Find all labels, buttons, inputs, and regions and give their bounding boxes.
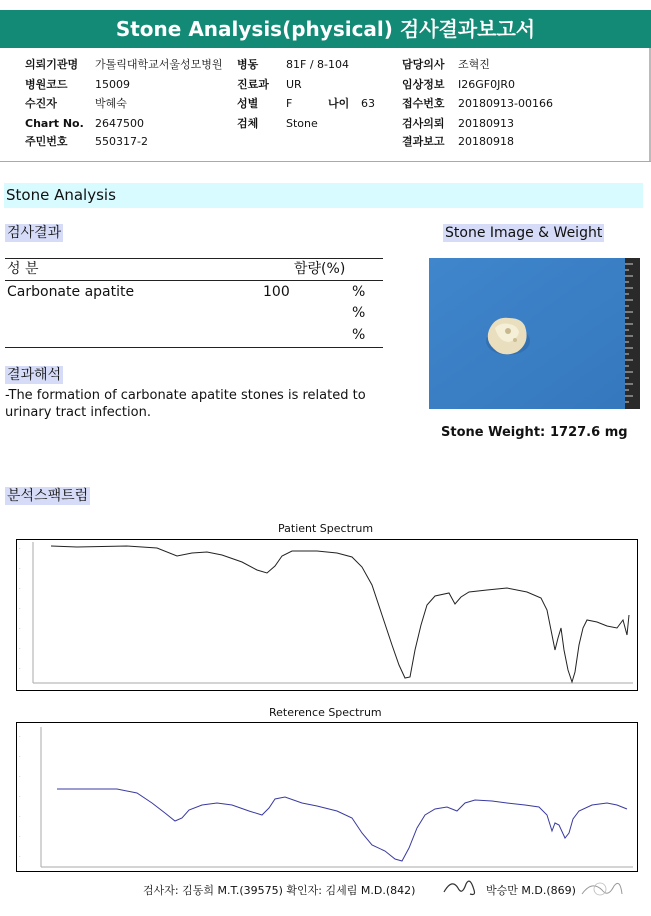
clinical-label: 임상정보	[402, 78, 445, 91]
doctor-label: 담당의사	[402, 58, 445, 71]
hospcode-label: 병원코드	[25, 78, 68, 91]
table-top-rule	[5, 258, 383, 259]
result-unit: %	[352, 305, 366, 321]
signature-1	[440, 874, 480, 902]
interpretation-text-line1: -The formation of carbonate apatite stones is related to	[5, 388, 366, 403]
accession-label: 접수번호	[402, 97, 445, 110]
request-date-value: 20180913	[458, 117, 514, 130]
table-bottom-rule	[5, 347, 383, 348]
stone-weight-label: Stone Weight:	[441, 425, 546, 440]
chart-no-value: 2647500	[95, 117, 144, 130]
svg-text:-: -	[19, 774, 21, 779]
id-number-value: 550317-2	[95, 135, 148, 148]
result-component: Carbonate apatite	[7, 284, 135, 300]
table-header-rule	[5, 280, 383, 281]
stone-photo	[429, 258, 640, 409]
patient-spectrum-line	[51, 546, 629, 682]
result-unit: %	[352, 284, 366, 300]
patient-spectrum-plot	[16, 539, 638, 691]
reference-spectrum-title: Reterence Spectrum	[269, 706, 382, 719]
svg-text:-: -	[19, 646, 21, 651]
requester-label: 의뢰기관명	[25, 58, 79, 71]
reference-spectrum-line	[57, 789, 627, 861]
report-date-value: 20180918	[458, 135, 514, 148]
signoff-text: 검사자: 김동희 M.T.(39575) 확인자: 김세림 M.D.(842)	[143, 884, 416, 897]
section-title-result: 검사결과	[7, 225, 62, 241]
clinical-value: I26GF0JR0	[458, 78, 515, 91]
hospcode-value: 15009	[95, 78, 130, 91]
ward-value: 81F / 8-104	[286, 58, 349, 71]
sex-value: F	[286, 97, 293, 110]
svg-text:-: -	[19, 546, 21, 551]
svg-text:-: -	[19, 586, 21, 591]
report-title: Stone Analysis(physical) 검사결과보고서	[0, 10, 651, 48]
reference-spectrum-plot	[16, 722, 638, 872]
sex-label: 성별	[237, 97, 259, 110]
patient-spectrum-title: Patient Spectrum	[278, 522, 374, 535]
svg-text:-: -	[19, 606, 21, 611]
section-title-stone-image: Stone Image & Weight	[445, 225, 603, 241]
dept-value: UR	[286, 78, 302, 91]
divider	[0, 161, 651, 162]
svg-text:-: -	[19, 754, 21, 759]
column-header-component: 성 분	[7, 261, 39, 277]
svg-text:-: -	[19, 834, 21, 839]
svg-text:-: -	[19, 566, 21, 571]
ward-label: 병동	[237, 58, 259, 71]
specimen-value: Stone	[286, 117, 318, 130]
chart-no-label: Chart No.	[25, 117, 84, 130]
signoff-text-2: 박승만 M.D.(869)	[486, 884, 576, 897]
interpretation-text-line2: urinary tract infection.	[5, 405, 151, 420]
svg-text:-: -	[19, 666, 21, 671]
age-value: 63	[361, 97, 375, 110]
request-date-label: 검사의뢰	[402, 117, 445, 130]
age-label: 나이	[328, 97, 350, 110]
patient-label: 수진자	[25, 97, 57, 110]
requester-value: 가톨릭대학교서울성모병원	[95, 58, 223, 71]
dept-label: 진료과	[237, 78, 269, 91]
result-value: 100	[263, 284, 290, 300]
doctor-value: 조혁진	[458, 58, 490, 71]
column-header-content: 함량(%)	[294, 261, 346, 277]
patient-value: 박혜숙	[95, 97, 127, 110]
section-title-spectrum: 분석스팩트럼	[7, 488, 89, 504]
svg-text:-: -	[19, 814, 21, 819]
svg-text:-: -	[19, 854, 21, 859]
result-unit: %	[352, 327, 366, 343]
accession-value: 20180913-00166	[458, 97, 553, 110]
svg-text:-: -	[19, 626, 21, 631]
report-date-label: 결과보고	[402, 135, 445, 148]
svg-text:-: -	[19, 794, 21, 799]
stone-weight-value: 1727.6 mg	[550, 425, 628, 440]
svg-text:-: -	[19, 734, 21, 739]
id-number-label: 주민번호	[25, 135, 68, 148]
specimen-label: 검체	[237, 117, 259, 130]
section-title-interpretation: 결과해석	[7, 367, 62, 383]
section-title-stone-analysis: Stone Analysis	[6, 186, 116, 204]
signature-2	[578, 874, 626, 904]
